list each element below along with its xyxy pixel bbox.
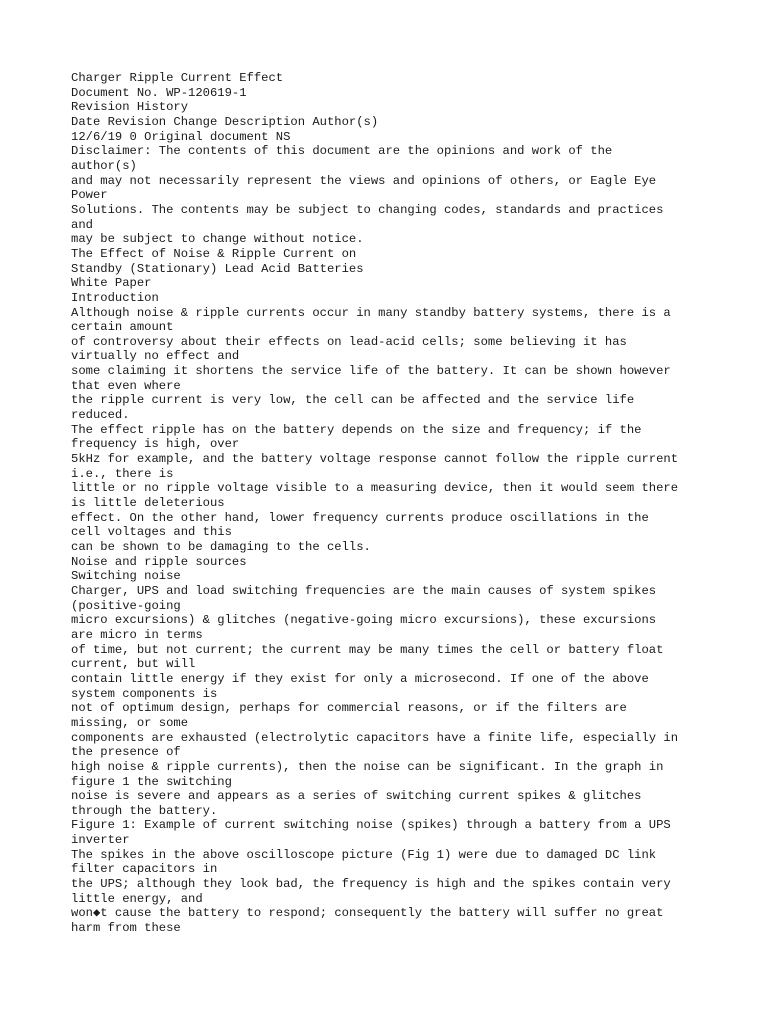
body-text-line: little energy, and	[71, 891, 203, 906]
body-text-line: harm from these	[71, 921, 181, 936]
figure-caption: inverter	[71, 833, 130, 848]
body-text-line: missing, or some	[71, 715, 189, 730]
body-text-line: The spikes in the above oscilloscope picture (Fig 1) were due to damaged DC link	[71, 847, 657, 862]
body-text-line: through the battery.	[71, 803, 218, 818]
body-text-line: system components is	[71, 686, 218, 701]
body-text-line: contain little energy if they exist for only a microsecond. If one of the above	[71, 671, 649, 686]
body-text-line: 5kHz for example, and the battery voltage response cannot follow the ripple current	[71, 452, 679, 467]
body-text-line: the UPS; although they look bad, the frequency is high and the spikes contain very	[71, 877, 671, 892]
section-heading-introduction: Introduction	[71, 290, 159, 305]
revision-table-row: 12/6/19 0 Original document NS	[71, 129, 291, 144]
body-text-line: components are exhausted (electrolytic capacitors have a finite life, especially in	[71, 730, 679, 745]
body-text-line: the presence of	[71, 745, 181, 760]
body-text-line: certain amount	[71, 320, 174, 335]
body-text-line: i.e., there is	[71, 466, 174, 481]
body-text-line: effect. On the other hand, lower frequency currents produce oscillations in the	[71, 510, 649, 525]
body-text-line: of controversy about their effects on lead-acid cells; some believing it has	[71, 334, 627, 349]
disclaimer-line: Solutions. The contents may be subject to changing codes, standards and practices	[71, 202, 664, 217]
body-text-line: of time, but not current; the current may be many times the cell or battery float	[71, 642, 664, 657]
document-title: Charger Ripple Current Effect	[71, 71, 284, 85]
subsection-heading-switching-noise: Switching noise	[71, 569, 181, 584]
body-text-line: little or no ripple voltage visible to a measuring device, then it would seem there	[71, 481, 679, 496]
body-text-line: (positive-going	[71, 598, 181, 613]
body-text-line: cell voltages and this	[71, 525, 232, 540]
body-text-line: current, but will	[71, 657, 196, 672]
body-text-line: Although noise & ripple currents occur in many standby battery systems, there is a	[71, 305, 671, 320]
document-page	[71, 71, 721, 936]
paper-title-line: The Effect of Noise & Ripple Current on	[71, 246, 357, 261]
paper-type: White Paper	[71, 276, 152, 291]
body-text-line: is little deleterious	[71, 496, 225, 511]
paper-title-line: Standby (Stationary) Lead Acid Batteries	[71, 261, 364, 276]
body-text-line: won◆t cause the battery to respond; consequently the battery will suffer no great	[71, 906, 664, 921]
revision-history-heading: Revision History	[71, 100, 189, 115]
body-text-line: figure 1 the switching	[71, 774, 232, 789]
body-text-line: filter capacitors in	[71, 862, 218, 877]
body-text-line: that even where	[71, 378, 181, 393]
disclaimer-line: and	[71, 217, 93, 232]
body-text-line: The effect ripple has on the battery depends on the size and frequency; if the	[71, 422, 642, 437]
body-text-line: virtually no effect and	[71, 349, 240, 364]
figure-caption: Figure 1: Example of current switching noise (spikes) through a battery from a UPS	[71, 818, 671, 833]
revision-table-header: Date Revision Change Description Author(s)	[71, 114, 379, 129]
disclaimer-line: and may not necessarily represent the views and opinions of others, or Eagle Eye	[71, 173, 657, 188]
disclaimer-line: author(s)	[71, 158, 137, 173]
body-text-line: some claiming it shortens the service life of the battery. It can be shown however	[71, 364, 671, 379]
body-text-line: not of optimum design, perhaps for commercial reasons, or if the filters are	[71, 701, 627, 716]
section-heading-noise-sources: Noise and ripple sources	[71, 554, 247, 569]
disclaimer-line: may be subject to change without notice.	[71, 232, 364, 247]
body-text-line: the ripple current is very low, the cell can be affected and the service life	[71, 393, 635, 408]
body-text-line: reduced.	[71, 408, 130, 423]
body-text-line: high noise & ripple currents), then the noise can be significant. In the graph in	[71, 759, 664, 774]
body-text-line: frequency is high, over	[71, 437, 240, 452]
body-text-line: micro excursions) & glitches (negative-going micro excursions), these excursions	[71, 613, 657, 628]
body-text-line: Charger, UPS and load switching frequencies are the main causes of system spikes	[71, 583, 657, 598]
body-text-line: noise is severe and appears as a series of switching current spikes & glitches	[71, 789, 642, 804]
body-text-line: are micro in terms	[71, 627, 203, 642]
body-text-line: can be shown to be damaging to the cells.	[71, 540, 371, 554]
disclaimer-line: Power	[71, 188, 108, 203]
disclaimer-line: Disclaimer: The contents of this document are the opinions and work of the	[71, 144, 613, 159]
document-number: Document No. WP-120619-1	[71, 85, 247, 100]
